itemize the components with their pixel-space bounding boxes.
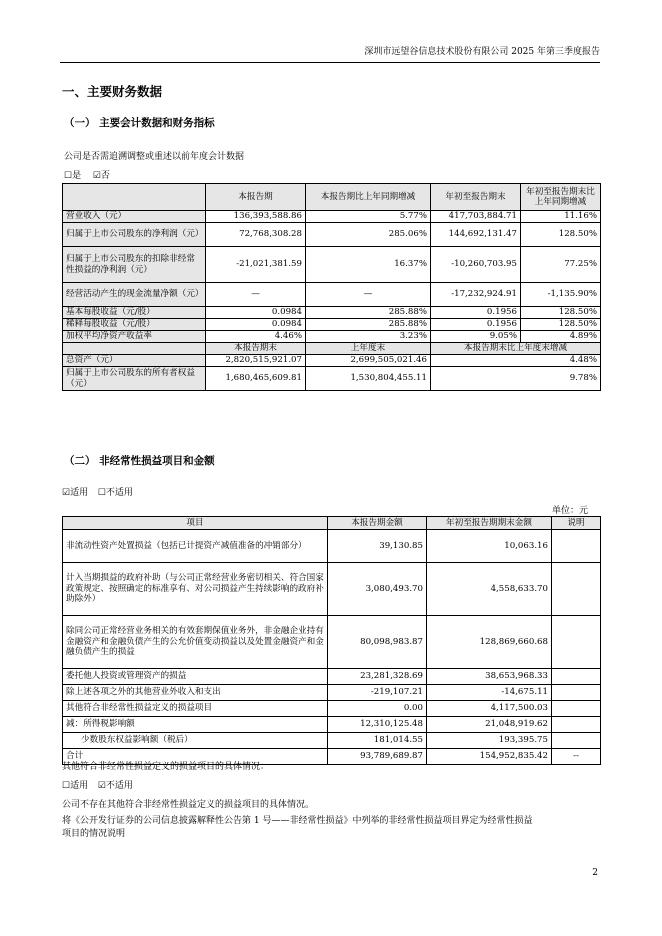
table-row xyxy=(63,717,601,733)
row-label: 除上述各项之外的其他营业外收入和支出 xyxy=(63,685,328,701)
cell: 4.48% xyxy=(431,355,601,367)
cell: 11.16% xyxy=(521,211,601,223)
page-number: 2 xyxy=(592,868,598,878)
cell: 21,048,919.62 xyxy=(427,717,552,733)
row-label: 少数股东权益影响额（税后） xyxy=(63,733,328,749)
row-label: 稀释每股收益（元/股） xyxy=(63,319,206,331)
option-yes-label: 是 xyxy=(72,171,82,181)
row-label: 计入当期损益的政府补助（与公司正常经营业务密切相关、符合国家政策规定、按照确定的标准享有、对公司损益产生持续影响的政府补助除外） xyxy=(63,563,328,616)
checkbox-note-applicable[interactable]: ☐ xyxy=(62,781,71,791)
subsection-title-2: （二） 非经常性损益项目和金额 xyxy=(64,455,215,467)
row-label: 委托他人投资或管理资产的损益 xyxy=(63,669,328,685)
cell: 285.88% xyxy=(306,307,431,319)
table-header-row xyxy=(63,517,601,530)
cell: 12,310,125.48 xyxy=(328,717,427,733)
table-row xyxy=(63,669,601,685)
cell: 0.1956 xyxy=(431,319,521,331)
cell xyxy=(552,733,601,749)
not-applicable-label: 不适用 xyxy=(105,488,133,498)
note-options xyxy=(62,778,133,791)
header-cell: 本报告期金额 xyxy=(328,517,427,530)
cell: 2,699,505,021.46 xyxy=(306,355,431,367)
note-classification-line2: 项目的情况说明 xyxy=(62,829,126,839)
cell: 1,680,465,609.81 xyxy=(206,367,306,391)
table-row xyxy=(63,283,601,307)
table-row xyxy=(63,319,601,331)
checkbox-yes[interactable]: ☐ xyxy=(64,171,73,181)
cell: 136,393,588.86 xyxy=(206,211,306,223)
header-cell: 年初至报告期末比上年同期增减 xyxy=(521,184,601,211)
table-header-row xyxy=(63,184,601,211)
cell: -1,135.90% xyxy=(521,283,601,307)
row-label: 除同公司正常经营业务相关的有效套期保值业务外，非金融企业持有金融资产和金融负债产生的公允价值变动损益以及处置金融资产和金融负债产生的损益 xyxy=(63,616,328,669)
header-cell: 本报告期末比上年度末增减 xyxy=(431,343,601,355)
retro-options xyxy=(64,168,110,181)
cell: 0.0984 xyxy=(206,319,306,331)
table-row xyxy=(63,355,601,367)
financial-data-table xyxy=(62,183,601,391)
header-cell xyxy=(63,184,206,211)
cell xyxy=(552,563,601,616)
cell xyxy=(552,717,601,733)
page-header: 深圳市远望谷信息技术股份有限公司 2025 年第三季度报告 xyxy=(60,42,600,63)
row-label: 非流动性资产处置损益（包括已计提资产减值准备的冲销部分） xyxy=(63,530,328,563)
cell: 5.77% xyxy=(306,211,431,223)
table-row xyxy=(63,331,601,343)
checkbox-applicable[interactable]: ☑ xyxy=(62,488,71,498)
cell: 128.50% xyxy=(521,307,601,319)
note-other-items: 其他符合非经常性损益定义的损益项目的具体情况： xyxy=(62,762,270,772)
cell: -21,021,381.59 xyxy=(206,247,306,283)
cell: 154,952,835.42 xyxy=(427,749,552,765)
checkbox-not-applicable[interactable]: ☐ xyxy=(97,488,106,498)
cell: 80,098,983.87 xyxy=(328,616,427,669)
cell xyxy=(552,685,601,701)
applicable-label: 适用 xyxy=(70,488,89,498)
row-label: 经营活动产生的现金流量净额（元） xyxy=(63,283,206,307)
row-label: 归属于上市公司股东的所有者权益（元） xyxy=(63,367,206,391)
cell: 0.0984 xyxy=(206,307,306,319)
row-label: 总资产（元） xyxy=(63,355,206,367)
cell: 128,869,660.68 xyxy=(427,616,552,669)
cell: -- xyxy=(552,749,601,765)
header-cell: 年初至报告期末 xyxy=(431,184,521,211)
note-applicable-label: 适用 xyxy=(70,781,89,791)
unit-label: 单位：元 xyxy=(551,506,588,516)
cell: 193,395.75 xyxy=(427,733,552,749)
cell: 93,789,689.87 xyxy=(328,749,427,765)
row-label: 加权平均净资产收益率 xyxy=(63,331,206,343)
cell: -17,232,924.91 xyxy=(431,283,521,307)
note-not-applicable-label: 不适用 xyxy=(105,781,133,791)
row-label: 营业收入（元） xyxy=(63,211,206,223)
cell: 0.00 xyxy=(328,701,427,717)
cell: 77.25% xyxy=(521,247,601,283)
cell: 16.37% xyxy=(306,247,431,283)
cell: 285.88% xyxy=(306,319,431,331)
header-cell: 项目 xyxy=(63,517,328,530)
cell: 4,117,500.03 xyxy=(427,701,552,717)
cell: 3,080,493.70 xyxy=(328,563,427,616)
cell xyxy=(552,530,601,563)
table-row xyxy=(63,701,601,717)
row-label: 基本每股收益（元/股） xyxy=(63,307,206,319)
cell: 2,820,515,921.07 xyxy=(206,355,306,367)
cell: 417,703,884.71 xyxy=(431,211,521,223)
cell: 181,014.55 xyxy=(328,733,427,749)
applicable-options xyxy=(62,485,133,498)
option-no-label: 否 xyxy=(100,171,110,181)
cell: 285.06% xyxy=(306,223,431,247)
cell: 4.46% xyxy=(206,331,306,343)
cell: 72,768,308.28 xyxy=(206,223,306,247)
cell: -14,675.11 xyxy=(427,685,552,701)
retro-question: 公司是否需追溯调整或重述以前年度会计数据 xyxy=(64,152,245,162)
header-cell xyxy=(63,343,206,355)
non-recurring-table xyxy=(62,516,601,765)
cell xyxy=(552,669,601,685)
cell: 128.50% xyxy=(521,319,601,331)
row-label: 合计 xyxy=(63,749,328,765)
table-header-row-2 xyxy=(63,343,601,355)
cell: 128.50% xyxy=(521,223,601,247)
cell: 38,653,968.33 xyxy=(427,669,552,685)
table-row xyxy=(63,616,601,669)
table-row xyxy=(63,211,601,223)
cell: 3.23% xyxy=(306,331,431,343)
header-cell: 年初至报告期期末金额 xyxy=(427,517,552,530)
note-classification-line1: 将《公开发行证券的公司信息披露解释性公告第 1 号——非经常性损益》中列举的非经常性损益项目界定为经常性损益 xyxy=(62,816,533,826)
row-label: 其他符合非经常性损益定义的损益项目 xyxy=(63,701,328,717)
cell: -219,107.21 xyxy=(328,685,427,701)
table-row xyxy=(63,367,601,391)
table-row xyxy=(63,563,601,616)
cell: — xyxy=(206,283,306,307)
table-row xyxy=(63,223,601,247)
header-cell: 本报告期末 xyxy=(206,343,306,355)
row-label: 减：所得税影响额 xyxy=(63,717,328,733)
section-title: 一、主要财务数据 xyxy=(62,84,163,99)
cell: 9.05% xyxy=(431,331,521,343)
subsection-title-1: （一） 主要会计数据和财务指标 xyxy=(64,117,215,129)
header-cell: 本报告期比上年同期增减 xyxy=(306,184,431,211)
header-cell: 上年度末 xyxy=(306,343,431,355)
cell: 10,063.16 xyxy=(427,530,552,563)
note-no-other: 公司不存在其他符合非经常性损益定义的损益项目的具体情况。 xyxy=(62,800,315,810)
row-label: 归属于上市公司股东的净利润（元） xyxy=(63,223,206,247)
cell: 4,558,633.70 xyxy=(427,563,552,616)
cell: 4.89% xyxy=(521,331,601,343)
header-cell: 本报告期 xyxy=(206,184,306,211)
table-row xyxy=(63,733,601,749)
cell: 1,530,804,455.11 xyxy=(306,367,431,391)
checkbox-note-not-applicable[interactable]: ☑ xyxy=(97,781,106,791)
table-row xyxy=(63,307,601,319)
cell: 23,281,328.69 xyxy=(328,669,427,685)
cell: 0.1956 xyxy=(431,307,521,319)
cell: -10,260,703.95 xyxy=(431,247,521,283)
header-cell: 说明 xyxy=(552,517,601,530)
cell: — xyxy=(306,283,431,307)
cell xyxy=(552,701,601,717)
cell xyxy=(552,616,601,669)
cell: 9.78% xyxy=(431,367,601,391)
table-row xyxy=(63,530,601,563)
table-row xyxy=(63,247,601,283)
cell: 39,130.85 xyxy=(328,530,427,563)
table-row xyxy=(63,685,601,701)
row-label: 归属于上市公司股东的扣除非经常性损益的净利润（元） xyxy=(63,247,206,283)
cell: 144,692,131.47 xyxy=(431,223,521,247)
checkbox-no[interactable]: ☑ xyxy=(92,171,101,181)
